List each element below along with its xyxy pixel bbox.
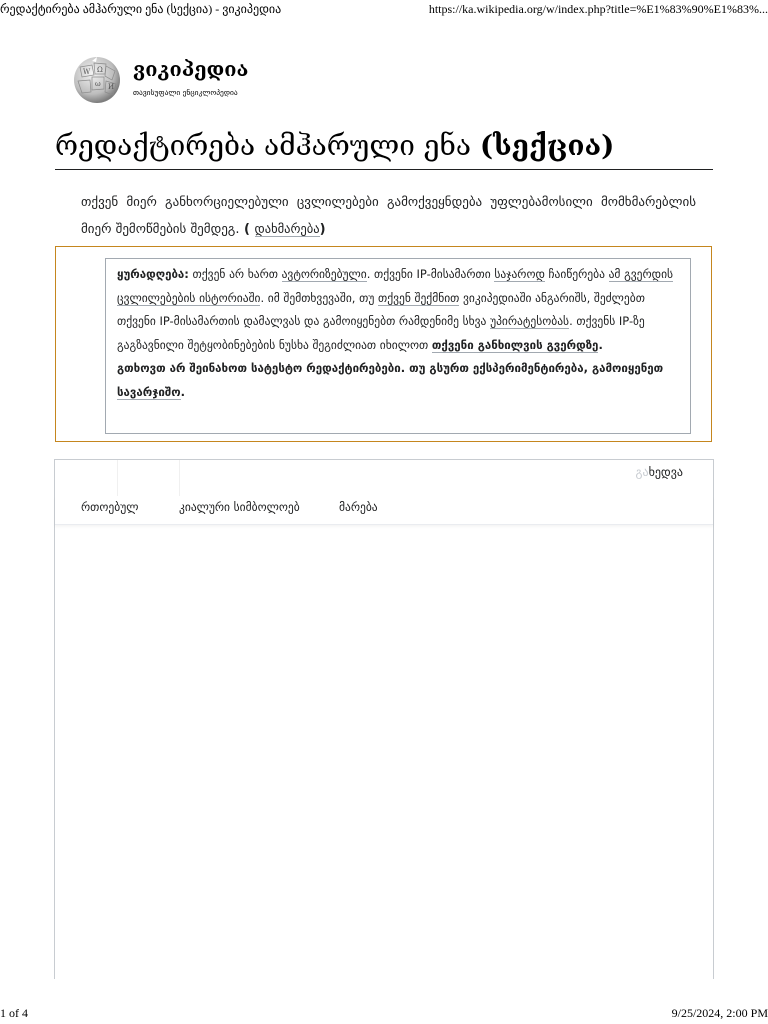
tab-special-characters[interactable]: კიალური სიმბოლოებ xyxy=(179,500,300,514)
help-link[interactable]: დახმარება xyxy=(254,221,320,236)
review-notice xyxy=(81,190,696,243)
warning-text: თქვენ არ ხართ xyxy=(188,267,282,281)
wikitext-textarea[interactable] xyxy=(55,525,713,980)
help-paren-open: ( xyxy=(239,222,255,237)
site-wordmark[interactable]: ვიკიპედია xyxy=(133,57,249,81)
svg-text:И: И xyxy=(108,83,115,91)
benefits-link[interactable]: უპირატესობას xyxy=(490,314,570,328)
svg-text:W: W xyxy=(83,68,91,76)
preview-button-label: ხედვა xyxy=(648,465,683,479)
page-title-main: რედაქტირება ამჰარული ენა xyxy=(55,129,480,162)
page-title xyxy=(55,125,713,170)
page-title-section: (სექცია) xyxy=(479,129,615,162)
publicly-link[interactable]: საჯაროდ xyxy=(494,267,545,281)
sandbox-link[interactable]: სავარჯიშო xyxy=(117,384,181,399)
preview-button[interactable] xyxy=(635,465,683,479)
tab-help[interactable]: მარება xyxy=(339,500,378,514)
warning-text: . თქვენი IP-მისამართი xyxy=(366,267,495,281)
editor-toolbar xyxy=(55,460,713,496)
print-url: https://ka.wikipedia.org/w/index.php?title=%E1%83%90%E1%83%... xyxy=(428,2,768,16)
warning-text: . იმ შემთხვევაში, თუ xyxy=(260,290,378,305)
warning-text: . თქვენს IP-ზე გაგზავნილი შეტყობინებების ნუსხა შეგიძლიათ იხილოთ xyxy=(117,314,645,352)
create-account-link[interactable]: თქვენ შექმნით xyxy=(378,290,460,305)
help-paren-close: ) xyxy=(319,222,326,237)
preview-button-faded: გა xyxy=(635,465,649,479)
print-footer xyxy=(0,1004,768,1024)
editor-tabs xyxy=(55,496,713,525)
svg-text:Ω: Ω xyxy=(97,66,103,74)
anon-warning-content xyxy=(105,258,691,434)
review-notice-text: თქვენ მიერ განხორციელებული ცვლილებები გამოქვეყნდება უფლებამოსილი მომხმარებლის მიერ შემოწმების შემდეგ. xyxy=(81,195,696,237)
print-header xyxy=(0,0,768,20)
warning-label: ყურადღება: xyxy=(117,267,189,281)
wikipedia-globe-icon[interactable] xyxy=(70,55,130,105)
print-timestamp: 9/25/2024, 2:00 PM xyxy=(671,1006,768,1020)
talk-page-link[interactable]: თქვენი განხილვის გვერდზე xyxy=(431,337,599,352)
site-tagline: თავისუფალი ენციკლოპედია xyxy=(133,88,238,97)
wikitext-editor xyxy=(54,459,714,979)
warning-text: . xyxy=(180,384,186,399)
toolbar-divider xyxy=(117,460,118,496)
svg-text:ω: ω xyxy=(95,80,101,88)
authorized-link[interactable]: ავტორიზებული xyxy=(281,267,367,281)
toolbar-divider xyxy=(179,460,180,496)
print-page-counter: 1 of 4 xyxy=(0,1006,28,1020)
warning-text: ვიკიპედიაში ანგარიშს, შეძლებთ თქვენი IP-მისამართის დამალვას და გამოიყენებთ რამდენიმე სხვა xyxy=(117,290,645,328)
warning-text: ჩაიწერება xyxy=(544,267,609,281)
anon-warning-box xyxy=(55,246,712,442)
warning-text: . xyxy=(598,337,603,352)
print-tab-title: რედაქტირება ამჰარული ენა (სექცია) - ვიკიპედია xyxy=(0,2,282,16)
tab-advanced[interactable]: რთოებულ xyxy=(81,500,139,514)
sandbox-advice: გთხოვთ არ შეინახოთ სატესტო რედაქტირებები. თუ გსურთ ექსპერიმენტირება, გამოიყენეთ xyxy=(117,361,664,375)
page-history-link[interactable]: ამ გვერდის ცვლილებების ისტორიაში xyxy=(117,267,674,305)
